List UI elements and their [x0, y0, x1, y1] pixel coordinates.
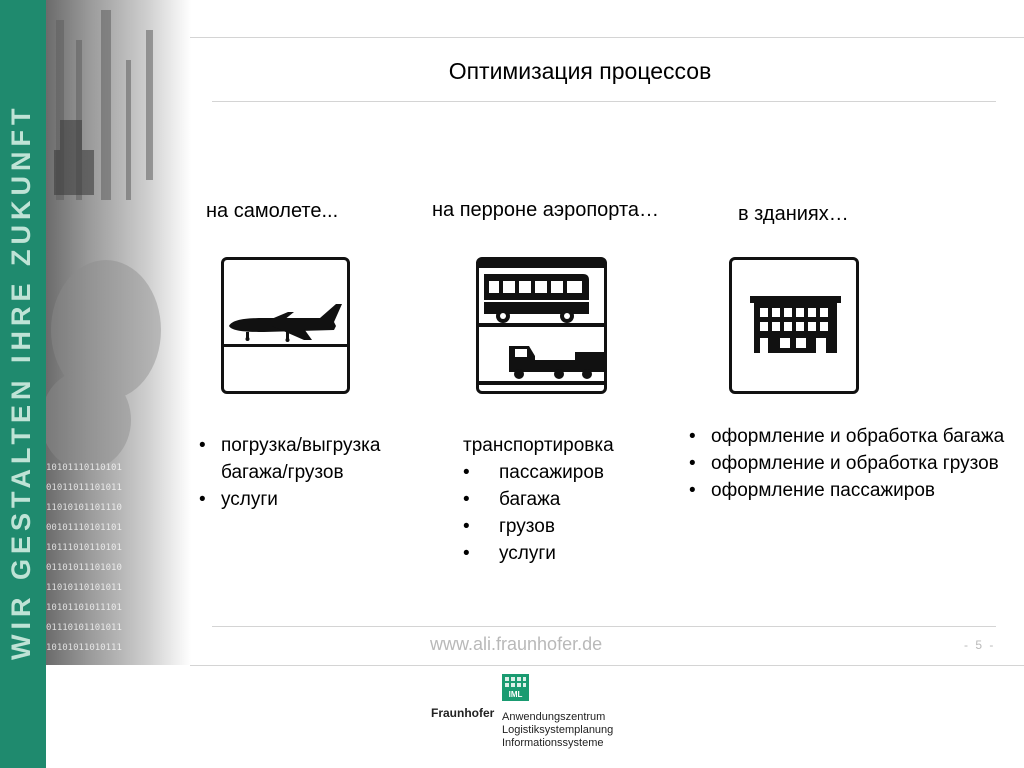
institute-line: Informationssysteme [502, 737, 604, 749]
list-item: • пассажиров [463, 459, 683, 486]
top-rule [190, 37, 1024, 38]
institute-line: Anwendungszentrum [502, 711, 606, 723]
slide-title: Оптимизация процессов [448, 58, 712, 84]
title-underline [212, 101, 996, 102]
slogan-vertical: WIR GESTALTEN IHRE ZUKUNFT [6, 103, 36, 660]
list-item: • оформление пассажиров [689, 477, 1009, 504]
column-heading-buildings: в зданиях… [738, 203, 849, 225]
list-item: • оформление и обработка багажа [689, 423, 1009, 450]
svg-text:10101110110101: 10101110110101 [46, 463, 122, 473]
decorative-collage [46, 0, 191, 665]
svg-text:10111010110101: 10111010110101 [46, 543, 122, 553]
column-heading-apron: на перроне аэропорта… [432, 199, 660, 221]
list-item: • погрузка/выгрузка багажа/грузов [199, 432, 419, 486]
svg-text:10101011010111: 10101011010111 [46, 643, 122, 653]
svg-text:10101101011101: 10101101011101 [46, 603, 122, 613]
iml-logo [502, 674, 529, 701]
svg-text:11010110101011: 11010110101011 [46, 583, 122, 593]
footer-rule-bottom [190, 665, 1024, 666]
list-item: • оформление и обработка грузов [689, 450, 1009, 477]
list-intro: транспортировка [463, 435, 614, 456]
apron-sign [476, 257, 607, 394]
list-item: • багажа [463, 486, 683, 513]
svg-text:01101011101010: 01101011101010 [46, 563, 122, 573]
page-number: - 5 - [964, 638, 996, 652]
buildings-list [689, 423, 1009, 504]
airplane-sign [221, 257, 350, 394]
footer-url: www.ali.fraunhofer.de [430, 634, 603, 654]
logo-badge-text: IML [508, 690, 523, 699]
airplane-icon [224, 260, 347, 391]
svg-text:01110101101011: 01110101101011 [46, 623, 122, 633]
sidebar-strip [0, 0, 46, 768]
svg-text:11010101101110: 11010101101110 [46, 503, 122, 513]
building-icon [732, 260, 856, 391]
list-item: • грузов [463, 513, 683, 540]
bus-truck-icon [479, 260, 604, 391]
footer-rule-top [212, 626, 996, 627]
aircraft-list [199, 432, 419, 513]
building-sign [729, 257, 859, 394]
brand-name: Fraunhofer [431, 706, 495, 720]
institute-name [502, 711, 613, 750]
svg-text:00101110101101: 00101110101101 [46, 523, 122, 533]
apron-list [463, 432, 683, 567]
institute-line: Logistiksystemplanung [502, 724, 614, 736]
svg-text:01011011101011: 01011011101011 [46, 483, 122, 493]
list-item: • услуги [199, 486, 419, 513]
column-heading-aircraft: на самолете... [206, 200, 339, 222]
list-item: • услуги [463, 540, 683, 567]
